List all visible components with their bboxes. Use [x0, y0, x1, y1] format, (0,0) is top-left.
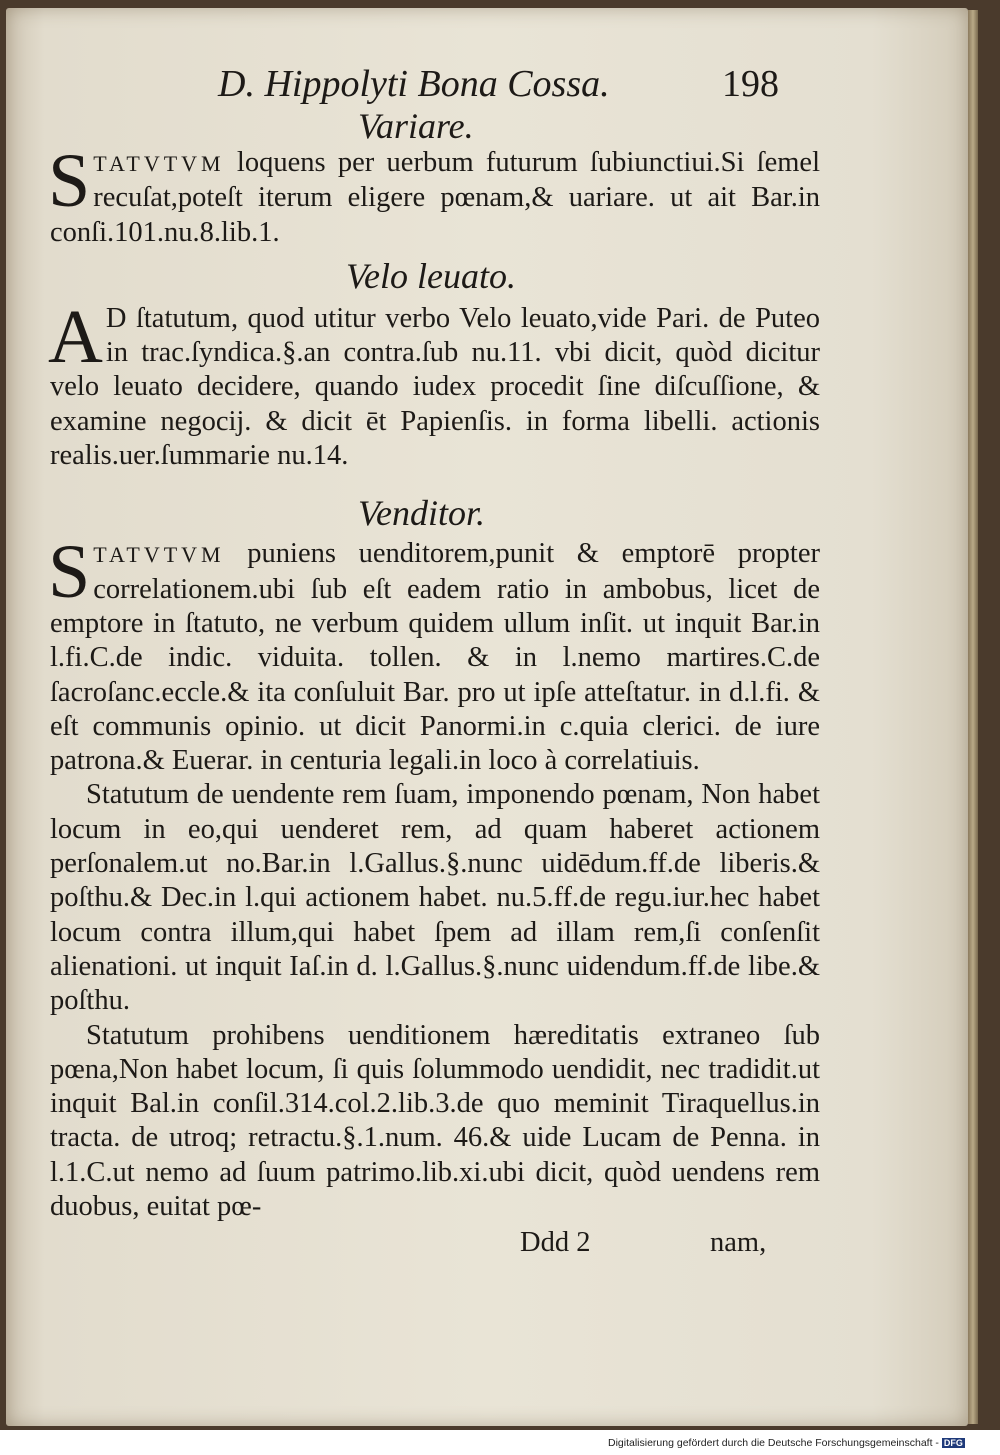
- drop-cap: S: [48, 139, 91, 223]
- paragraph-text: D ſtatutum, quod utitur verbo Velo leuato,vide Pari. de Puteo in trac.ſyndica.§.an contra.ſub nu.11. vbi dicit, quòd dicitur velo leuato decidere, quando iudex procedit ſine diſcuſſione, & examine negocij. & dicit ēt Papienſis. in forma libelli. actionis realis.uer.ſummarie nu.14.: [50, 302, 820, 472]
- dfg-logo: DFG: [943, 1438, 963, 1448]
- running-head-title: D. Hippolyti Bona Cossa.: [218, 63, 610, 105]
- signature-mark: Ddd 2: [520, 1227, 591, 1259]
- paragraph: [48, 530, 820, 778]
- drop-cap: S: [48, 530, 91, 615]
- paragraph-text: loquens per uerbum futurum ſubiunctiui.Si ſemel recuſat,poteſt iterum eligere pœnam,& uariare. ut ait Bar.in conſi.101.nu.8.lib.1.: [50, 147, 820, 248]
- section-heading: Velo leuato.: [346, 255, 516, 296]
- running-head: [50, 62, 820, 106]
- page-number: 198: [722, 63, 779, 105]
- paragraph-text: puniens uenditorem,punit & emptorē propter correlationem.ubi ſub eſt eadem ratio in ambobus, licet de emptore in ſtatuto, ne verbum quidem ullum inſit. ut inquit Bar.in l.fi.C.de indic. viduita. tollen. & in l.nemo martires.C.de ſacroſanc.eccle.& ita conſuluit Bar. pro ut ipſe atteſtatur. in d.l.fi. & eſt communis opinio. ut dicit Panormi.in c.quia clerici. de iure patrona.& Euerar. in centuria legali.in loco à correlatiuis.: [50, 538, 820, 777]
- paragraph: [48, 294, 820, 473]
- page-text: [50, 62, 820, 1266]
- small-caps: TATVTVM: [93, 542, 225, 568]
- section-heading: Variare.: [358, 106, 474, 146]
- footer-text: Digitalisierung gefördert durch die Deutsche Forschungsgemeinschaft -: [608, 1437, 939, 1449]
- paragraph: Statutum prohibens uenditionem hæreditatis extraneo ſub pœna,Non habet locum, ſi quis ſolummodo uendidit, nec tradidit.ut inquit Bal.in conſil.314.col.2.lib.3.de quo meminit Tiraquellus.in tracta. de utroq; retractu.§.1.num. 46.& uide Lucam de Penna. in l.1.C.ut nemo ad ſuum patrimo.lib.xi.ubi dicit, quòd uendens rem duobus, euitat pœ-: [50, 1019, 820, 1223]
- drop-cap: A: [48, 294, 103, 379]
- page-edge: [968, 10, 978, 1424]
- small-caps: TATVTVM: [93, 151, 225, 176]
- catchline: [50, 1226, 820, 1266]
- footer: [608, 1437, 965, 1449]
- paragraph: [48, 139, 820, 250]
- section-heading: Venditor.: [358, 493, 486, 534]
- paragraph: Statutum de uendente rem ſuam, imponendo pœnam, Non habet locum in eo,qui uenderet rem, ad quam haberet actionem perſonalem.ut no.Bar.in l.Gallus.§.nunc uidēdum.ff.de liberis.& poſthu.& Dec.in l.qui actionem habet. nu.5.ff.de regu.iur.hec habet locum contra illum,qui habet ſpem ad illam rem,ſi conſenſit alienationi. ut inquit Iaſ.in d. l.Gallus.§.nunc uidendum.ff.de libe.& poſthu.: [50, 779, 820, 1017]
- catchword: nam,: [710, 1227, 767, 1259]
